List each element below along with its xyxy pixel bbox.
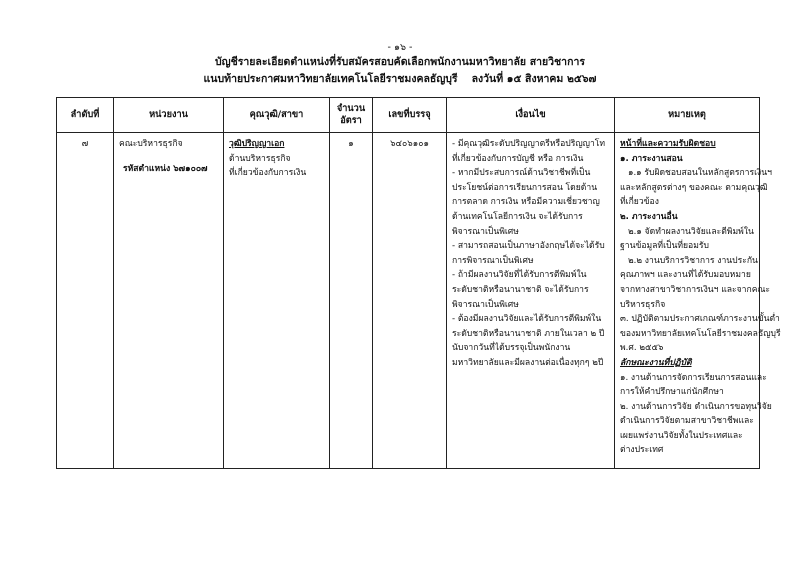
condition-line: พิจารณาเป็นพิเศษ bbox=[452, 299, 519, 310]
condition-line: การพิจารณาเป็นพิเศษ bbox=[452, 255, 534, 266]
condition-line: - มีคุณวุฒิระดับปริญญาตรีหรือปริญญาโท bbox=[452, 139, 606, 149]
col-header-remarks: หมายเหตุ bbox=[615, 98, 760, 133]
table-row bbox=[57, 133, 760, 469]
col-header-seq: ลำดับที่ bbox=[57, 98, 114, 133]
col-header-unit: หน่วยงาน bbox=[114, 98, 224, 133]
condition-line: - ถ้ามีผลงานวิจัยที่ได้รับการตีพิมพ์ใน bbox=[452, 270, 587, 281]
remark-line: ๒.๑ จัดทำผลงานวิจัยและตีพิมพ์ใน bbox=[628, 226, 754, 237]
conditions-list bbox=[447, 133, 614, 375]
col-header-qualification: คุณวุฒิ/สาขา bbox=[224, 98, 330, 133]
condition-line: นับจากวันที่ได้บรรจุเป็นพนักงาน bbox=[452, 343, 571, 354]
remark-line: ๑.๑ รับผิดชอบสอนในหลักสูตรการเงินฯ bbox=[628, 168, 772, 179]
remark-line: ๑. งานด้านการจัดการเรียนการสอนและ bbox=[620, 372, 767, 383]
remark-line: และหลักสูตรต่างๆ ของคณะ ตามคุณวุฒิ bbox=[620, 182, 768, 193]
remarks-list bbox=[615, 133, 781, 462]
remark-line: เผยแพร่งานวิจัยทั้งในประเทศและ bbox=[620, 430, 743, 441]
remark-line: ของมหาวิทยาลัยเทคโนโลยีราชมงคลธัญบุรี bbox=[620, 328, 781, 339]
cell-unit bbox=[114, 133, 224, 469]
remark-line: ที่เกี่ยวข้อง bbox=[620, 197, 659, 208]
remark-line: ลักษณะงานที่ปฏิบัติ bbox=[620, 357, 692, 368]
remark-line: ๓. ปฏิบัติตามประกาศเกณฑ์ภาระงานขั้นต่ำ bbox=[620, 314, 780, 325]
seq-value: ๗ bbox=[81, 139, 89, 149]
remark-line: ๑. ภาระงานสอน bbox=[620, 153, 683, 164]
condition-line: - หากมีประสบการณ์ด้านวิชาชีพที่เป็น bbox=[452, 168, 591, 179]
document-subtitle bbox=[0, 70, 800, 87]
remark-line: คุณภาพฯ และงานที่ได้รับมอบหมาย bbox=[620, 270, 751, 281]
condition-line: ที่เกี่ยวข้องกับการบัญชี หรือ การเงิน bbox=[452, 153, 584, 164]
remark-line: ๒. ภาระงานอื่น bbox=[620, 211, 678, 222]
cell-seq bbox=[57, 133, 114, 469]
condition-line: ด้านเทคโนโลยีการเงิน จะได้รับการ bbox=[452, 211, 583, 222]
remark-line: พ.ศ. ๒๕๕๖ bbox=[620, 343, 664, 354]
qualification-title: วุฒิปริญญาเอก bbox=[229, 139, 285, 149]
condition-line: พิจารณาเป็นพิเศษ bbox=[452, 226, 519, 237]
position-number: ๖๔๐๖๑๐๑ bbox=[390, 139, 429, 149]
cell-conditions bbox=[447, 133, 615, 469]
remark-line: ต่างประเทศ bbox=[620, 445, 664, 456]
announcement-date: ลงวันที่ ๑๕ สิงหาคม ๒๕๖๗ bbox=[471, 73, 597, 85]
position-code: รหัสตำแหน่ง ๖๗๑๐๐๗ bbox=[123, 163, 208, 174]
position-details-table bbox=[56, 97, 781, 469]
remark-line: ฐานข้อมูลที่เป็นที่ยอมรับ bbox=[620, 241, 709, 252]
remark-line: การให้คำปรึกษาแก่นักศึกษา bbox=[620, 387, 724, 398]
remark-line: ๒. งานด้านการวิจัย ดำเนินการขอทุนวิจัย bbox=[620, 401, 772, 412]
document-title: บัญชีรายละเอียดตำแหน่งที่รับสมัครสอบคัดเลือกพนักงานมหาวิทยาลัย สายวิชาการ bbox=[215, 56, 585, 68]
remark-line: จากทางสาขาวิชาการเงินฯ และจากคณะ bbox=[620, 284, 771, 295]
condition-line: ระดับชาติหรือนานาชาติ ภายในเวลา ๒ ปี bbox=[452, 328, 605, 339]
col-header-position-no: เลขที่บรรจุ bbox=[373, 98, 447, 133]
qualification-line: ที่เกี่ยวข้องกับการเงิน bbox=[229, 168, 307, 179]
condition-line: การตลาด การเงิน หรือมีความเชี่ยวชาญ bbox=[452, 197, 600, 208]
unit-name: คณะบริหารธุรกิจ bbox=[119, 139, 183, 149]
condition-line: มหาวิทยาลัยและมีผลงานต่อเนื่องทุกๆ ๒ปี bbox=[452, 357, 604, 368]
remark-line: ๒.๒ งานบริการวิชาการ งานประกัน bbox=[628, 255, 758, 266]
col-header-quota bbox=[330, 98, 373, 133]
cell-remarks bbox=[615, 133, 781, 469]
remark-line: หน้าที่และความรับผิดชอบ bbox=[620, 139, 716, 149]
cell-qualification bbox=[224, 133, 330, 469]
cell-quota bbox=[330, 133, 373, 469]
remark-line: บริหารธุรกิจ bbox=[620, 299, 666, 310]
page-number: - ๑๖ - bbox=[387, 42, 413, 53]
col-header-conditions: เงื่อนไข bbox=[447, 98, 615, 133]
condition-line: ระดับชาติหรือนานาชาติ จะได้รับการ bbox=[452, 284, 589, 295]
condition-line: - ต้องมีผลงานวิจัยและได้รับการตีพิมพ์ใน bbox=[452, 314, 602, 325]
qualification-line: ด้านบริหารธุรกิจ bbox=[229, 153, 291, 164]
announcement-reference: แนบท้ายประกาศมหาวิทยาลัยเทคโนโลยีราชมงคลธัญบุรี bbox=[203, 73, 458, 85]
quota-value: ๑ bbox=[348, 139, 354, 149]
remark-line: ดำเนินการวิจัยตามสาขาวิชาชีพและ bbox=[620, 416, 754, 427]
col-header-quota-line2: อัตรา bbox=[340, 115, 362, 126]
cell-position-no bbox=[373, 133, 447, 469]
condition-line: - สามารถสอนเป็นภาษาอังกฤษได้จะได้รับ bbox=[452, 241, 605, 252]
condition-line: ประโยชน์ต่อการเรียนการสอน โดยด้าน bbox=[452, 182, 598, 193]
table-header-row bbox=[57, 98, 760, 133]
col-header-quota-line1: จำนวน bbox=[336, 103, 366, 114]
